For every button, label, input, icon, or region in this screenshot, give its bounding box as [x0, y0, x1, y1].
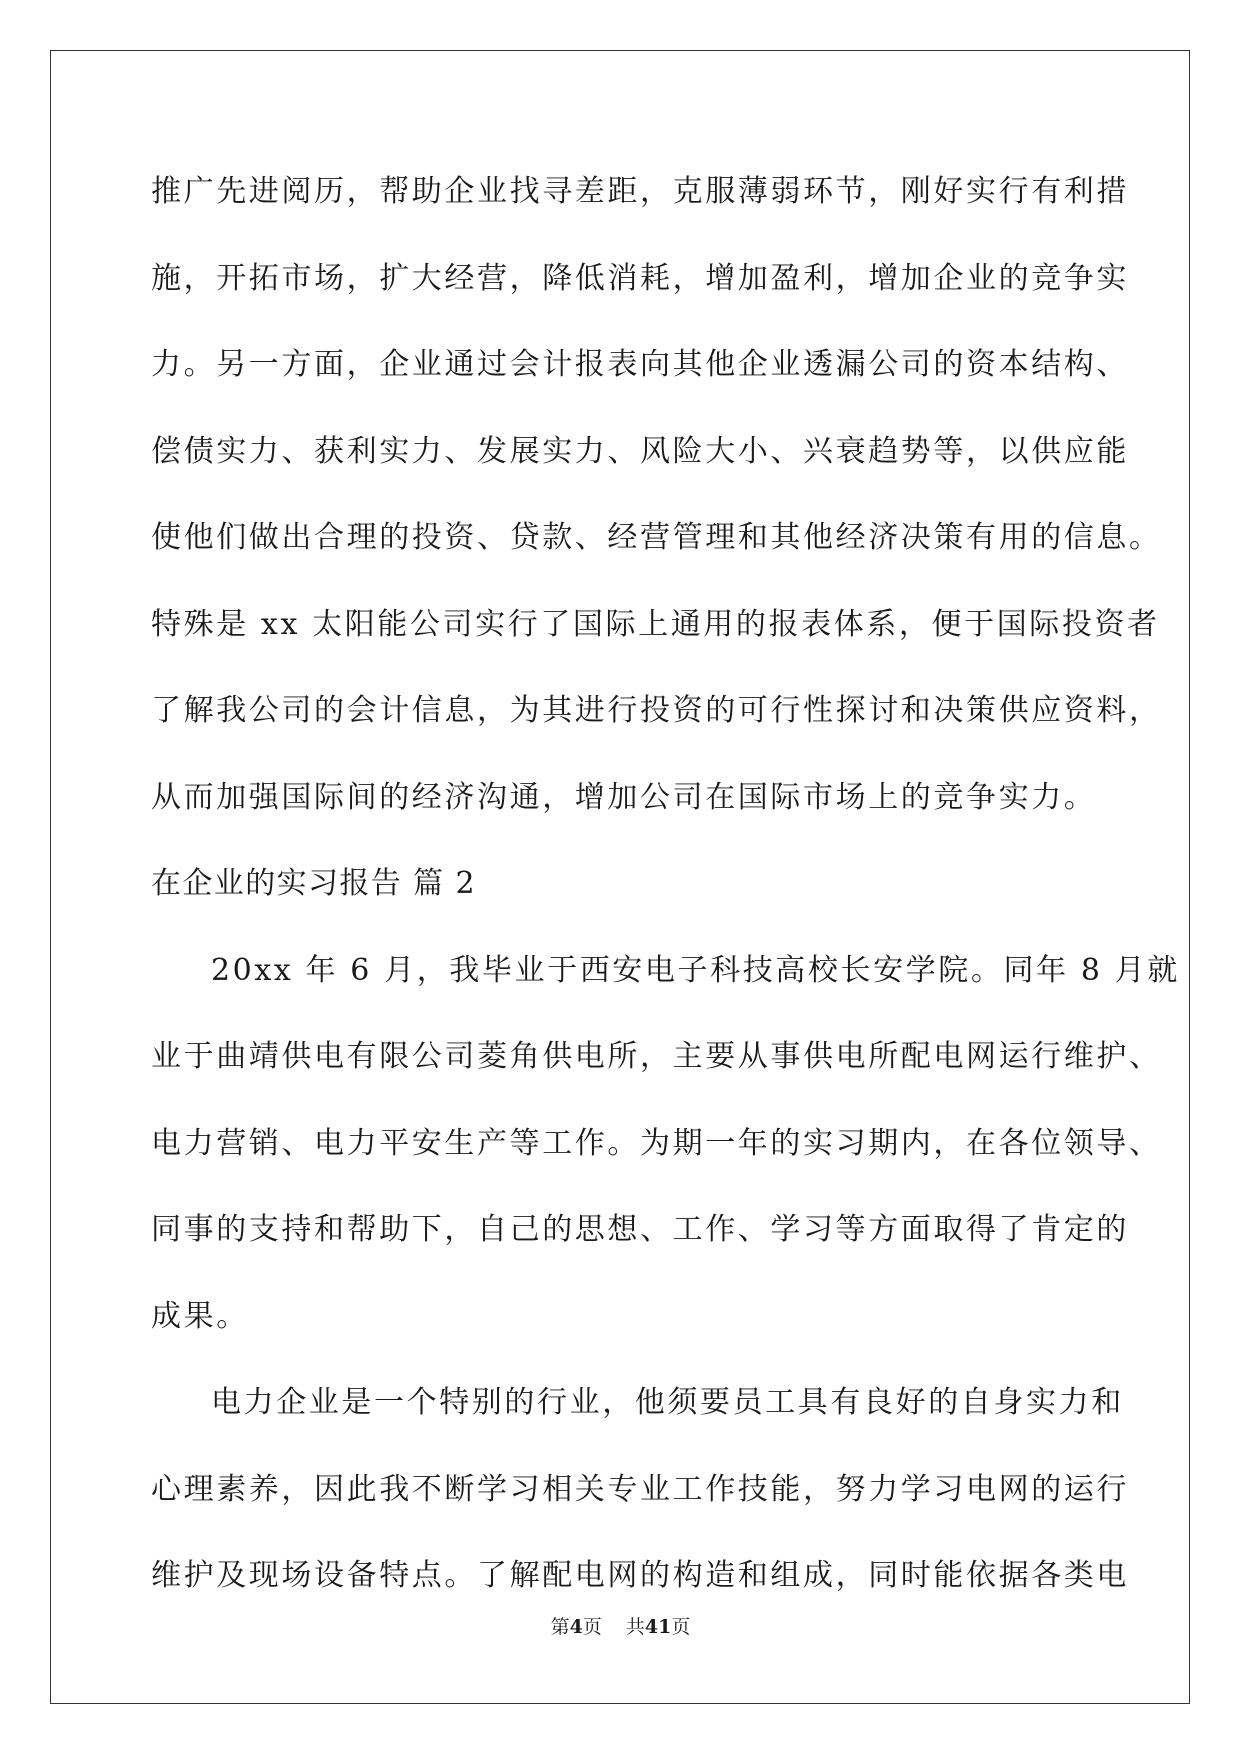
page-number: 4: [569, 1616, 583, 1638]
total-pages: 41: [644, 1616, 672, 1638]
text-line: 成果。: [151, 1298, 249, 1334]
page-prefix: 第: [550, 1616, 570, 1638]
text-line: 施，开拓市场，扩大经营，降低消耗，增加盈利，增加企业的竞争实: [151, 260, 1129, 296]
total-prefix: 共: [625, 1616, 645, 1638]
text-line: 电力营销、电力平安生产等工作。为期一年的实习期内，在各位领导、: [151, 1125, 1162, 1161]
text-line: 偿债实力、获利实力、发展实力、风险大小、兴衰趋势等，以供应能: [151, 433, 1129, 469]
text-line: 同事的支持和帮助下，自己的思想、工作、学习等方面取得了肯定的: [151, 1212, 1129, 1247]
paragraph-first-line: 电力企业是一个特别的行业，他须要员工具有良好的自身实力和: [211, 1385, 1124, 1420]
text-line: 维护及现场设备特点。了解配电网的构造和组成，同时能依据各类电: [151, 1558, 1129, 1593]
page-suffix: 页: [582, 1616, 602, 1638]
paragraph-first-line: 20xx 年 6 月，我毕业于西安电子科技高校长安学院。同年 8 月就: [211, 952, 1180, 988]
page-footer: [0, 1612, 1241, 1639]
text-line: 力。另一方面，企业通过会计报表向其他企业透漏公司的资本结构、: [151, 347, 1129, 382]
document-body: [151, 167, 1180, 1638]
section-heading: 在企业的实习报告 篇 2: [151, 866, 476, 901]
text-line: 了解我公司的会计信息，为其进行投资的可行性探讨和决策供应资料，: [151, 693, 1162, 728]
total-suffix: 页: [671, 1616, 691, 1638]
text-line: 心理素养，因此我不断学习相关专业工作技能，努力学习电网的运行: [151, 1471, 1129, 1507]
text-line: 业于曲靖供电有限公司菱角供电所，主要从事供电所配电网运行维护、: [151, 1039, 1162, 1074]
text-line: 特殊是 xx 太阳能公司实行了国际上通用的报表体系，便于国际投资者: [151, 606, 1160, 642]
text-line: 推广先进阅历，帮助企业找寻差距，克服薄弱环节，刚好实行有利措: [151, 174, 1129, 209]
text-line: 使他们做出合理的投资、贷款、经营管理和其他经济决策有用的信息。: [151, 520, 1162, 555]
text-line: 从而加强国际间的经济沟通，增加公司在国际市场上的竞争实力。: [151, 779, 1097, 815]
